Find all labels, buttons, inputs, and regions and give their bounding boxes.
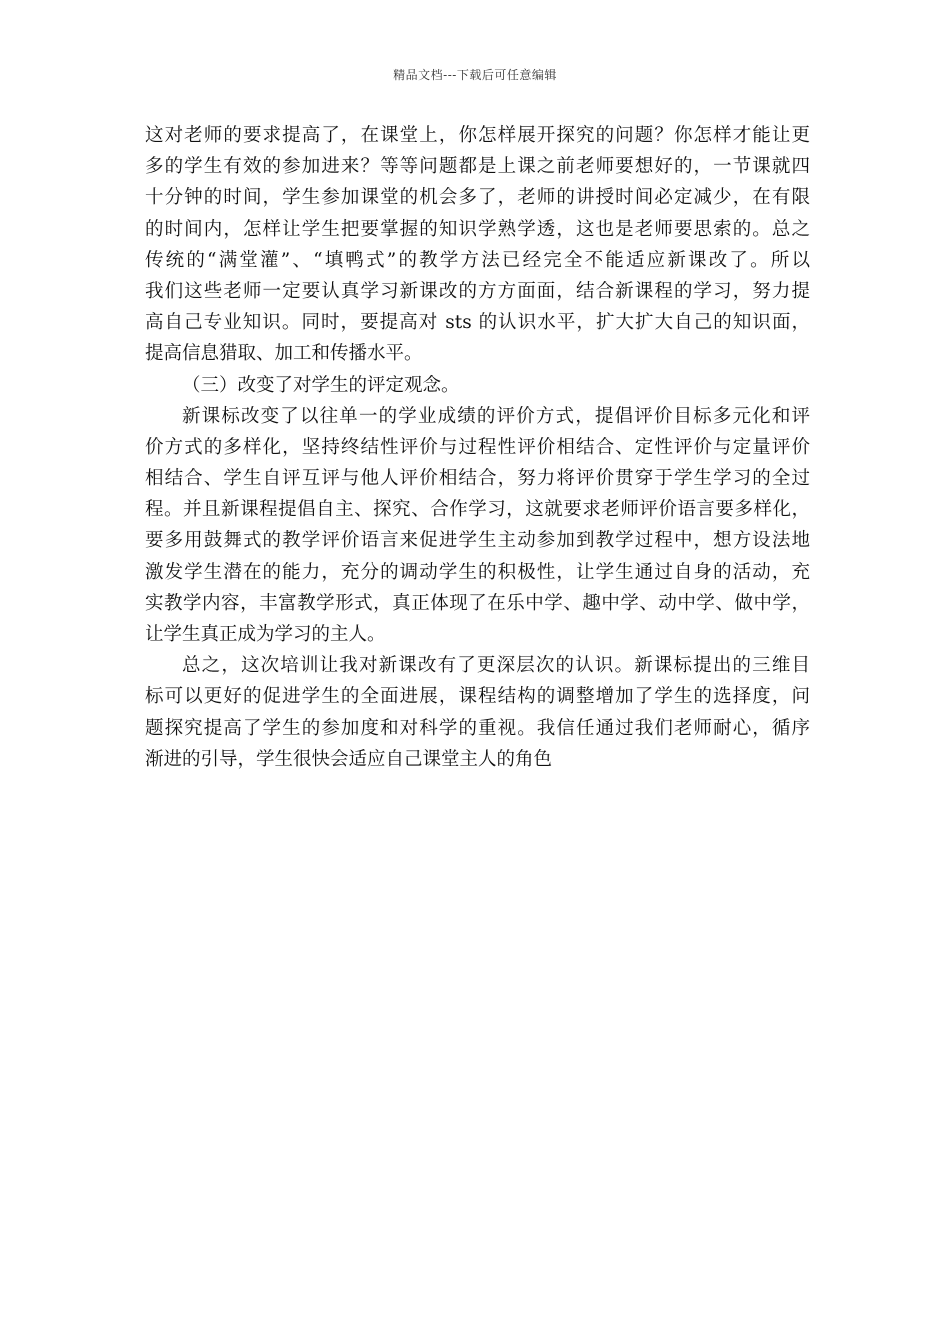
text-line: 价方式的多样化，坚持终结性评价与过程性评价相结合、定性评价与定量评价 — [145, 436, 810, 458]
text-line: 传统的“满堂灌”、“填鸭式”的教学方法已经完全不能适应新课改了。所以 — [145, 249, 810, 271]
text-line: 新课标改变了以往单一的学业成绩的评价方式，提倡评价目标多元化和评 — [182, 405, 810, 427]
text-line: 渐进的引导，学生很快会适应自己课堂主人的角色 — [145, 748, 553, 770]
text-line: 标可以更好的促进学生的全面进展，课程结构的调整增加了学生的选择度，问 — [145, 686, 810, 708]
text-line: 这对老师的要求提高了，在课堂上，你怎样展开探究的问题？你怎样才能让更 — [145, 125, 810, 146]
text-line: 激发学生潜在的能力，充分的调动学生的积极性，让学生通过自身的活动，充 — [145, 561, 810, 583]
text-line: 相结合、学生自评互评与他人评价相结合，努力将评价贯穿于学生学习的全过 — [145, 468, 810, 490]
text-line: 题探究提高了学生的参加度和对科学的重视。我信任通过我们老师耐心，循序 — [145, 717, 810, 739]
document-body — [145, 120, 810, 775]
text-line: 让学生真正成为学习的主人。 — [145, 624, 386, 645]
text-line: 要多用鼓舞式的教学评价语言来促进学生主动参加到教学过程中，想方设法地 — [145, 530, 810, 552]
section-heading: （三）改变了对学生的评定观念。 — [182, 374, 460, 396]
text-line: 十分钟的时间，学生参加课堂的机会多了，老师的讲授时间必定减少，在有限 — [145, 187, 810, 209]
text-line: 实教学内容，丰富教学形式，真正体现了在乐中学、趣中学、动中学、做中学， — [145, 592, 810, 614]
text-line: 总之，这次培训让我对新课改有了更深层次的认识。新课标提出的三维目 — [182, 655, 810, 677]
text-line: 程。并且新课程提倡自主、探究、合作学习，这就要求老师评价语言要多样化， — [145, 499, 810, 521]
text-line: 高自己专业知识。同时，要提高对 sts 的认识水平，扩大扩大自己的知识面， — [145, 312, 810, 334]
text-line: 提高信息猎取、加工和传播水平。 — [145, 343, 423, 365]
text-line: 的时间内，怎样让学生把要掌握的知识学熟学透，这也是老师要思索的。总之 — [145, 218, 810, 240]
page-header: 精品文档---下载后可任意编辑 — [393, 68, 557, 82]
text-line: 我们这些老师一定要认真学习新课改的方方面面，结合新课程的学习，努力提 — [145, 280, 810, 302]
text-line: 多的学生有效的参加进来？等等问题都是上课之前老师要想好的，一节课就四 — [145, 156, 810, 178]
